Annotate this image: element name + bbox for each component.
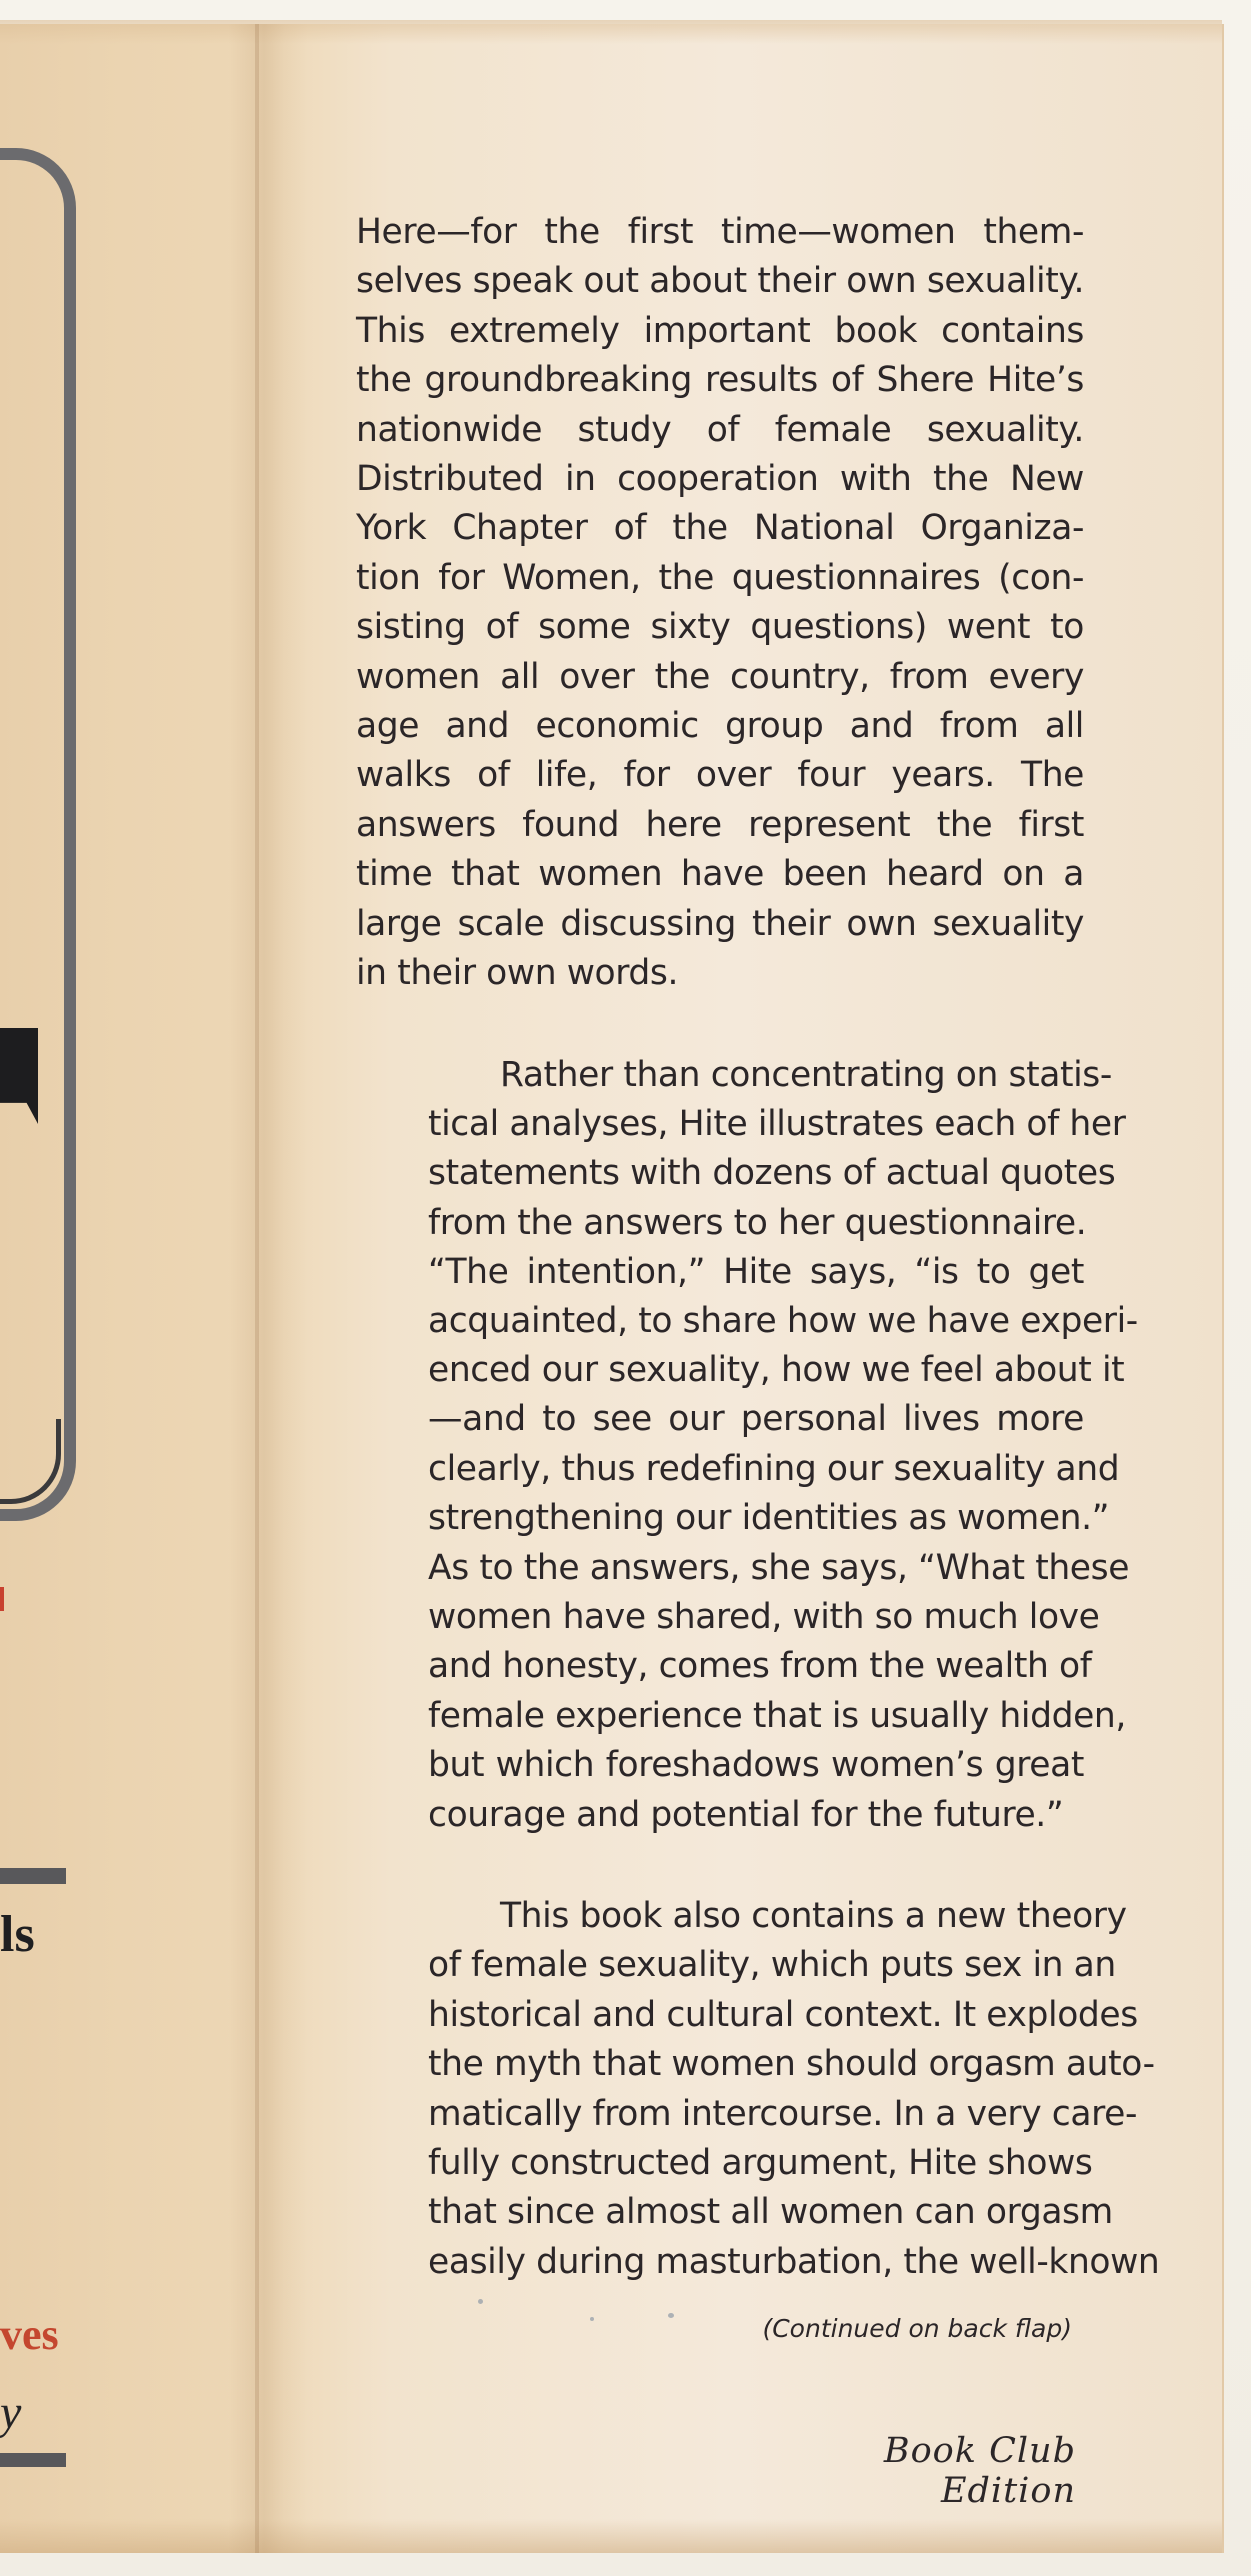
text-line: women have shared, with so much love <box>428 1596 1100 1637</box>
text-line: York Chapter of the National Organiza- <box>356 508 1084 549</box>
text-line: female experience that is usually hidden, <box>428 1695 1126 1736</box>
text-line: easily during masturbation, the well-known <box>428 2241 1160 2282</box>
text-line: walks of life, for over four years. The <box>356 755 1084 796</box>
text-line: clearly, thus redefining our sexuality and <box>428 1448 1120 1489</box>
text-line: —and to see our personal lives more <box>428 1399 1084 1440</box>
cover-rule-bottom <box>0 2453 66 2467</box>
cover-frame-border <box>0 148 76 1521</box>
flap-paragraph-1 <box>356 208 1084 999</box>
text-line: “The intention,” Hite says, “is to get <box>428 1252 1084 1292</box>
edition-line-1: Book Club <box>883 2431 1076 2471</box>
flap-paragraph-2 <box>356 1051 1138 1841</box>
text-line: time that women have been heard on a <box>356 854 1084 895</box>
text-line: age and economic group and from all <box>356 706 1084 747</box>
paper-speck <box>478 2299 483 2304</box>
text-line: Distributed in cooperation with the New <box>356 459 1084 500</box>
flap-paragraph-3 <box>356 1892 1160 2287</box>
text-line: enced our sexuality, how we feel about it <box>428 1349 1125 1390</box>
text-line: tical analyses, Hite illustrates each of her <box>428 1103 1126 1144</box>
cover-rule-top <box>0 1868 66 1884</box>
text-line: the groundbreaking results of Shere Hite’s <box>356 360 1084 401</box>
text-line: answers found here represent the first <box>356 804 1084 845</box>
cover-text-fragment-bottom: y <box>0 2386 22 2439</box>
text-line: women all over the country, from every <box>356 656 1084 697</box>
cover-text-fragment-red: ves <box>0 2310 59 2359</box>
text-line: sisting of some sixty questions) went to <box>356 607 1084 648</box>
text-line: of female sexuality, which puts sex in an <box>428 1945 1116 1986</box>
text-line: matically from intercourse. In a very care- <box>428 2093 1138 2134</box>
text-line: in their own words. <box>356 953 679 994</box>
text-line: the myth that women should orgasm auto- <box>428 2044 1155 2085</box>
text-line: Rather than concentrating on statis- <box>500 1054 1112 1095</box>
text-line: and honesty, comes from the wealth of <box>428 1646 1092 1687</box>
text-line: As to the answers, she says, “What these <box>428 1547 1130 1588</box>
text-line: historical and cultural context. It explodes <box>428 1994 1138 2035</box>
text-line: from the answers to her questionnaire. <box>428 1202 1087 1243</box>
text-line: Here—for the first time—women them- <box>356 212 1084 252</box>
text-line: that since almost all women can orgasm <box>428 2192 1113 2233</box>
edition-line-2: Edition <box>940 2471 1076 2511</box>
text-line: statements with dozens of actual quotes <box>428 1153 1116 1194</box>
flap-body-text <box>356 208 1160 2287</box>
text-line: strengthening our identities as women.” <box>428 1498 1110 1539</box>
text-line: large scale discussing their own sexuality <box>356 903 1084 944</box>
cover-text-fragment: ls <box>0 1906 35 1963</box>
bottom-edge-wear <box>0 2519 1222 2553</box>
cover-red-mark <box>0 1587 4 1611</box>
text-line: nationwide study of female sexuality. <box>356 409 1084 450</box>
text-line: selves speak out about their own sexuality. <box>356 261 1085 302</box>
text-line: but which foreshadows women’s great <box>428 1745 1084 1786</box>
top-edge-wear <box>0 20 1222 44</box>
text-line: acquainted, to share how we have experi- <box>428 1300 1138 1341</box>
text-line: tion for Women, the questionnaires (con- <box>356 557 1084 598</box>
text-line: fully constructed argument, Hite shows <box>428 2143 1093 2184</box>
text-line: This book also contains a new theory <box>500 1896 1127 1936</box>
fold-crease-line <box>255 24 259 2553</box>
text-line: This extremely important book contains <box>356 310 1084 351</box>
paper-speck <box>590 2317 594 2321</box>
continued-note: (Continued on back flap) <box>762 2314 1072 2343</box>
book-club-edition-label <box>800 2431 1076 2511</box>
fold-crease <box>228 24 308 2553</box>
text-line: courage and potential for the future.” <box>428 1794 1064 1835</box>
